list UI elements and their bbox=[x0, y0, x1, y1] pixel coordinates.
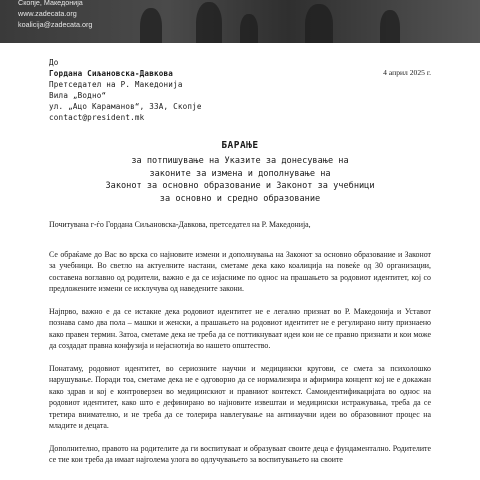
body-paragraph: Најпрво, важно е да се истакне дека родовиот идентитет не е легално признат во Р. Македонија и Уставот познава само два пола – машки и женски, а прашањето на родовиот идентитет не е регулирано ниту признаено како правен термин. Затоа, сметаме дека не треба да се поттикнуваат идеи кои не се правно признати и кои може да создадат правна конфузија и нејаснотија во нашето општество. bbox=[49, 306, 431, 350]
recipient-name: Гордана Сиљановска-Давкова bbox=[49, 69, 174, 78]
body-paragraph: Се обраќаме до Вас во врска со најновите измени и дополнувања на Законот за основно образование и Законот за учебници. Во светло на актуелните настани, сметаме дека како коалиција на повеќе од 30 организации, составена воглавно од родители, важно е да се изјасниме по однос на прашањето за родовиот идентитет, кој со предложените измени се исклучува од наведените закони. bbox=[49, 249, 431, 293]
subtitle-line: за основно и средно образование bbox=[159, 193, 321, 204]
subtitle-line: за потпишување на Указите за донесување на bbox=[131, 156, 349, 166]
letterhead-email[interactable]: koalicija@zadecata.org bbox=[18, 20, 93, 29]
silhouette-graphic bbox=[380, 10, 400, 43]
letter-body bbox=[49, 219, 431, 477]
silhouette-graphic bbox=[305, 4, 333, 43]
recipient-position: Претседател на Р. Македонија bbox=[49, 80, 183, 89]
letter-date: 4 април 2025 г. bbox=[383, 68, 431, 77]
silhouette-graphic bbox=[240, 14, 258, 43]
letterhead-banner bbox=[0, 0, 480, 43]
recipient-email[interactable]: contact@president.mk bbox=[49, 113, 145, 122]
letter-subtitle bbox=[0, 155, 480, 205]
greeting: Почитувана г-ѓо Гордана Сиљановска-Давкова, претседател на Р. Македонија, bbox=[49, 220, 311, 229]
silhouette-graphic bbox=[196, 2, 222, 43]
recipient-office: Вила „Водно“ bbox=[49, 91, 107, 100]
recipient-street: ул. „Ацо Караманов“, 33А, Скопје bbox=[49, 102, 202, 111]
letterhead-city: Скопје, Македонија bbox=[18, 0, 83, 7]
letterhead-website[interactable]: www.zadecata.org bbox=[18, 9, 77, 18]
silhouette-graphic bbox=[140, 8, 162, 43]
to-label: До bbox=[49, 58, 59, 67]
body-paragraph: Дополнително, правото на родителите да ги воспитуваат и образуваат своите деца е фундаментално. Родителите се тие кои треба да имаат најголема улога во одлучувањето за воспитувањето на своите bbox=[49, 443, 431, 464]
recipient-block bbox=[49, 57, 202, 123]
subtitle-line: законите за измена и дополнување на bbox=[149, 168, 331, 179]
subtitle-line: Законот за основно образование и Законот за учебници bbox=[105, 181, 375, 191]
body-paragraph: Понатаму, родовиот идентитет, во сериозните научни и медицински кругови, се смета за психолошко нарушување. Поради тоа, сметаме дека не е одговорно да се нормализира и афирмира концепт кој не е докажан како здрав и кој е контроверзен во медицинскиот и правниот контекст. Самоидентификацијата во однос на родовиот идентитет, како што е дефинирано во најновите извештаи и медицински истражувања, треба да се третира внимателно, и не треба да се толерира навлегување на антинаучни идеи во образовниот процес на младите и децата. bbox=[49, 363, 431, 430]
letter-title: БАРАЊЕ bbox=[221, 140, 259, 151]
